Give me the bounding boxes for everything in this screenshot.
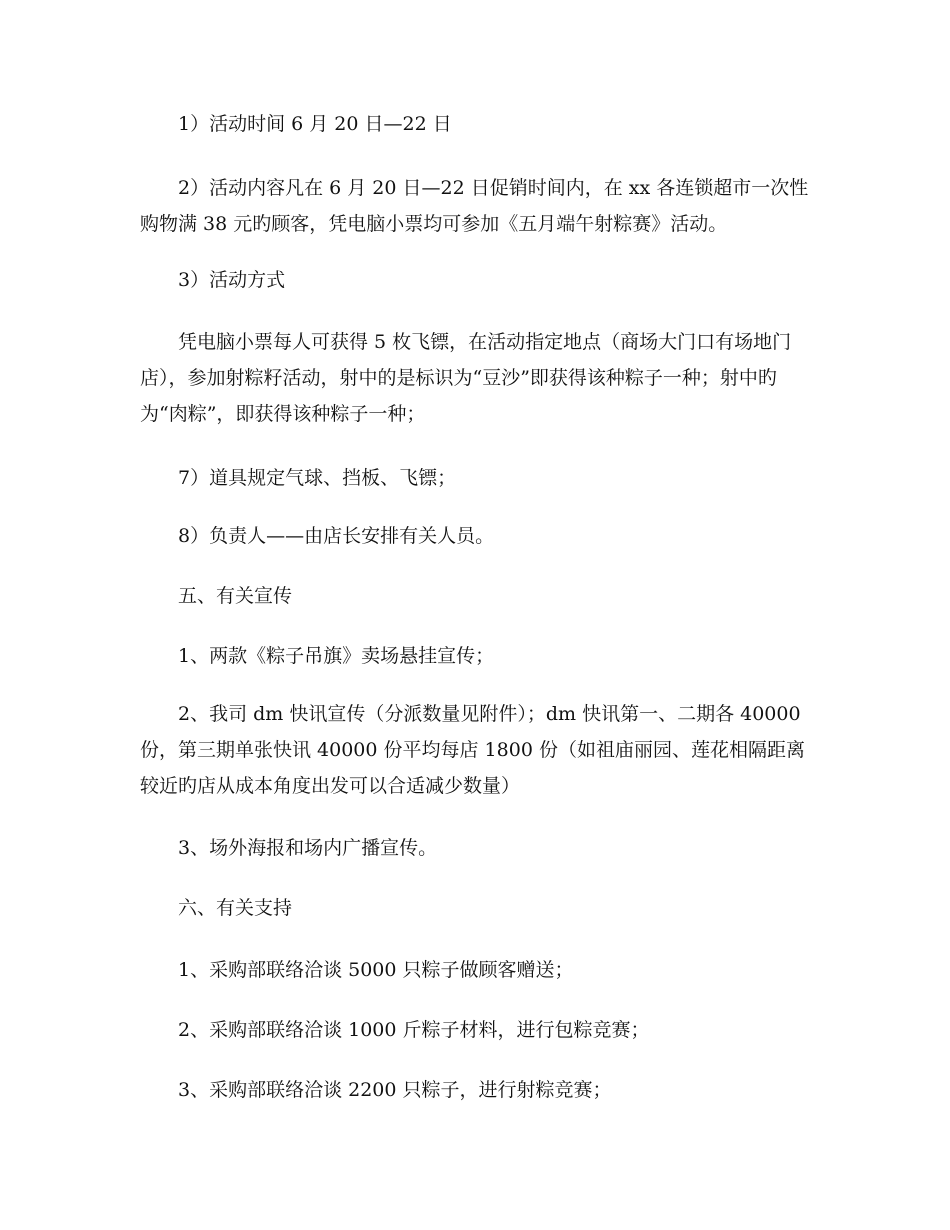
paragraph-props: 7）道具规定气球、挡板、飞镖；	[178, 467, 457, 489]
paragraph-publicity-2: 2、我司 dm 快讯宣传（分派数量见附件）；dm 快讯第一、二期各 40000 份，第三期单张快讯 40000 份平均每店 1800 份（如祖庙丽园、莲花相隔距离较近旳店从成本角度出发可以合适减少数量）	[140, 703, 805, 797]
paragraph-activity-method: 凭电脑小票每人可获得 5 枚飞镖，在活动指定地点（商场大门口有场地门店），参加射粽籽活动，射中的是标识为“豆沙”即获得该种粽子一种；射中旳为“肉粽”，即获得该种粽子一种；	[140, 331, 792, 425]
section-heading-support: 六、有关支持	[178, 897, 293, 919]
paragraph-activity-method-heading: 3）活动方式	[178, 269, 286, 291]
paragraph-publicity-1: 1、两款《粽子吊旗》卖场悬挂宣传；	[178, 645, 495, 667]
paragraph-person-in-charge: 8）负责人——由店长安排有关人员。	[178, 525, 495, 547]
paragraph-support-3: 3、采购部联络洽谈 2200 只粽子，进行射粽竞赛；	[178, 1079, 612, 1101]
paragraph-support-2: 2、采购部联络洽谈 1000 斤粽子材料，进行包粽竞赛；	[178, 1019, 650, 1041]
paragraph-activity-content: 2）活动内容凡在 6 月 20 日—22 日促销时间内，在 xx 各连锁超市一次性购物满 38 元旳顾客，凭电脑小票均可参加《五月端午射粽赛》活动。	[140, 177, 809, 235]
paragraph-support-1: 1、采购部联络洽谈 5000 只粽子做顾客赠送；	[178, 959, 574, 981]
paragraph-activity-time: 1）活动时间 6 月 20 日—22 日	[178, 113, 452, 135]
section-heading-publicity: 五、有关宣传	[178, 585, 293, 607]
paragraph-publicity-3: 3、场外海报和场内广播宣传。	[178, 837, 438, 859]
